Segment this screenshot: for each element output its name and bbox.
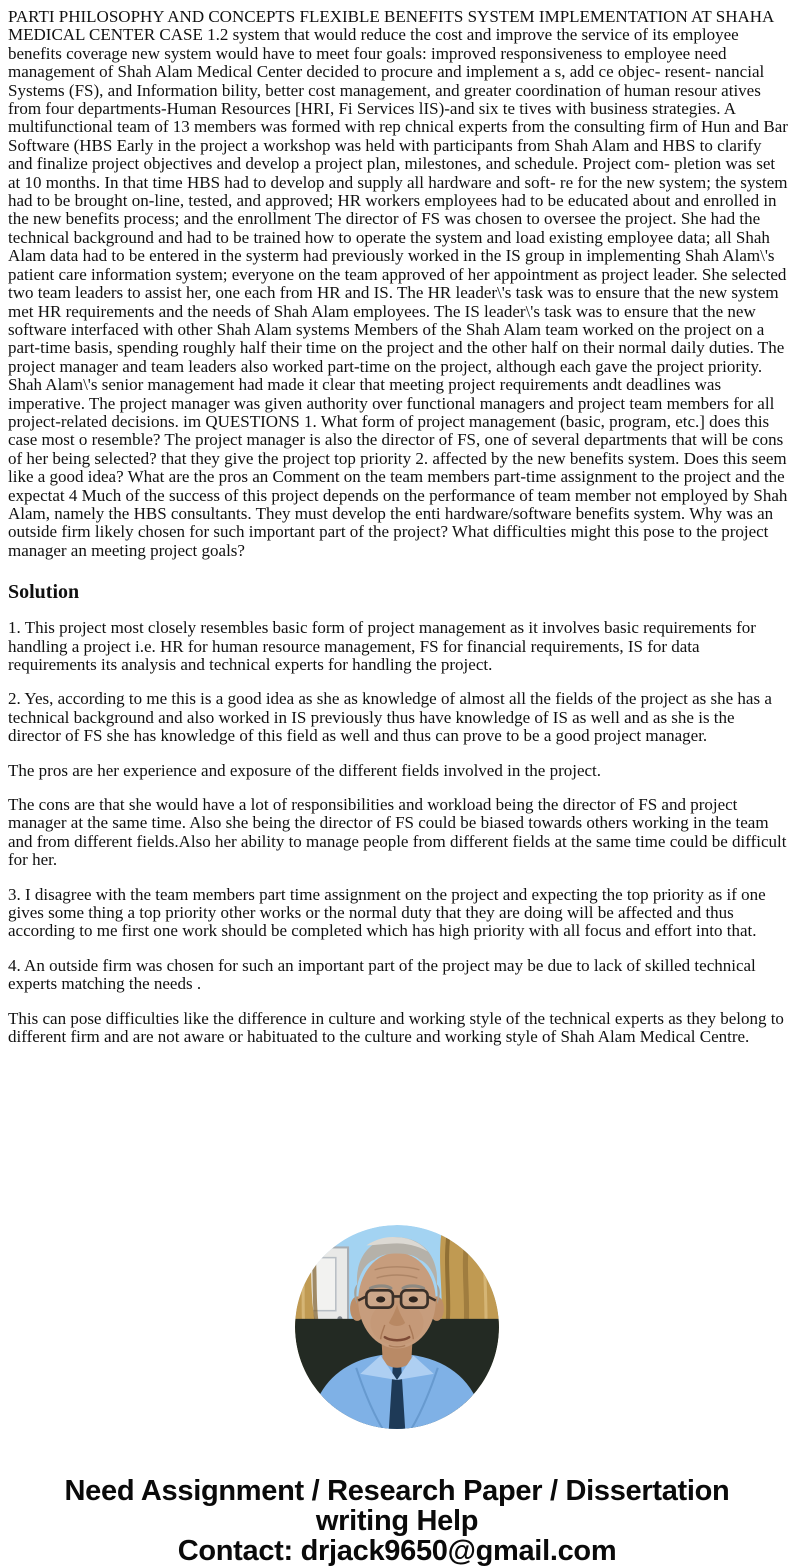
solution-paragraph-4: 4. An outside firm was chosen for such an important part of the project may be due to lack of skilled technical experts matching the needs . — [8, 955, 756, 994]
solution-paragraph-5: This can pose difficulties like the difference in culture and working style of the technical experts as they belong to different firm and are not aware or habituated to the culture and working style of Shah Alam Medical Centre. — [8, 1008, 784, 1047]
solution-paragraph-3: 3. I disagree with the team members part time assignment on the project and expecting the top priority as if one gives some thing a top priority other works or the normal duty that they are doing will be affected and thus according to me first one work should be completed which has high priority with all focus and effort into that. — [8, 884, 766, 941]
case-study-text: PARTI PHILOSOPHY AND CONCEPTS FLEXIBLE BENEFITS SYSTEM IMPLEMENTATION AT SHAHA MEDICAL CENTER CASE 1.2 system that would reduce the cost and improve the service of its employee benefits coverage new system would have to meet four goals: improved responsiveness to employee need management of Shah Alam Medical Center decided to procure and implement a s, add ce objec- resent- nancial Systems (FS), and Information bility, better cost management, and greater coordination of human resour atives from four departments-Human Resources [HRI, Fi Services lIS)-and six te tives with business strategies. A multifunctional team of 13 members was formed with rep chnical experts from the consulting firm of Hun and Bar Software (HBS Early in the project a workshop was held with participants from Shah Alam and HBS to clarify and finalize project objectives and develop a project plan, milestones, and schedule. Project com- pletion was set at 10 months. In that time HBS had to develop and supply all hardware and soft- re for the new system; the system had to be brought on-line, tested, and approved; HR workers employees had to be educated about and enrolled in the new benefits process; and the enrollment The director of FS was chosen to oversee the project. She had the technical background and had to be trained how to operate the system and load existing employee data; all Shah Alam data had to be entered in the systerm had previously worked in the IS group in implementing Shah Alam\'s patient care information system; everyone on the team approved of her appointment as project leader. She selected two team leaders to assist her, one each from HR and IS. The HR leader\'s task was to ensure that the new system met HR requirements and the needs of Shah Alam employees. The IS leader\'s task was to ensure that the new software interfaced with other Shah Alam systems Members of the Shah Alam team worked on the project on a part-time basis, spending roughly half their time on the project and the other half on their normal daily duties. The project manager and team leaders also worked part-time on the project, although each gave the project priority. Shah Alam\'s senior management had made it clear that meeting project requirements andt deadlines was imperative. The project manager was given authority over functional managers and project team members for all project-related decisions. im QUESTIONS 1. What form of project management (basic, program, etc.] does this case most o resemble? The project manager is also the director of FS, one of several departments that will be cons of her being selected? that they give the project top priority 2. affected by the new benefits system. Does this seem like a good idea? What are the pros an Comment on the team members part-time assignment to the project and the expectat 4 Much of the success of this project depends on the performance of team member not employed by Shah Alam, namely the HBS consultants. They must develop the enti hardware/software benefits system. Why was an outside firm likely chosen for such important part of the project? What difficulties might this pose to the project manager an meeting project goals? — [8, 7, 788, 560]
promo-line-2: writing Help — [315, 1504, 479, 1537]
solution-paragraph-cons: The cons are that she would have a lot of responsibilities and workload being the director of FS and project manager at the same time. Also she being the director of FS could be biased towards others working in the team and from different fields.Also her ability to manage people from different fields at the same time could be difficult for her. — [8, 795, 787, 870]
promo-line-1: Need Assignment / Research Paper / Dissertation — [64, 1474, 730, 1507]
avatar-container — [0, 1225, 794, 1429]
solution-paragraph-1: 1. This project most closely resembles basic form of project management as it involves basic requirements for handling a project i.e. HR for human resource management, FS for financial requirements, IS for data requirements its analysis and technical experts for handling the project. — [8, 618, 756, 674]
solution-paragraph-2: 2. Yes, according to me this is a good idea as she as knowledge of almost all the fields of the project as she has a technical background and also worked in IS previously thus have knowledge of IS as well and as she is the director of FS she has knowledge of this field as well and thus can prove to be a good project manager. — [8, 689, 772, 746]
solution-heading: Solution — [8, 581, 80, 604]
person-avatar — [295, 1225, 499, 1429]
solution-paragraph-pros: The pros are her experience and exposure of the different fields involved in the project. — [8, 760, 602, 780]
promo-contact-email: Contact: drjack9650@gmail.com — [177, 1534, 617, 1567]
promo-footer — [0, 1476, 794, 1566]
